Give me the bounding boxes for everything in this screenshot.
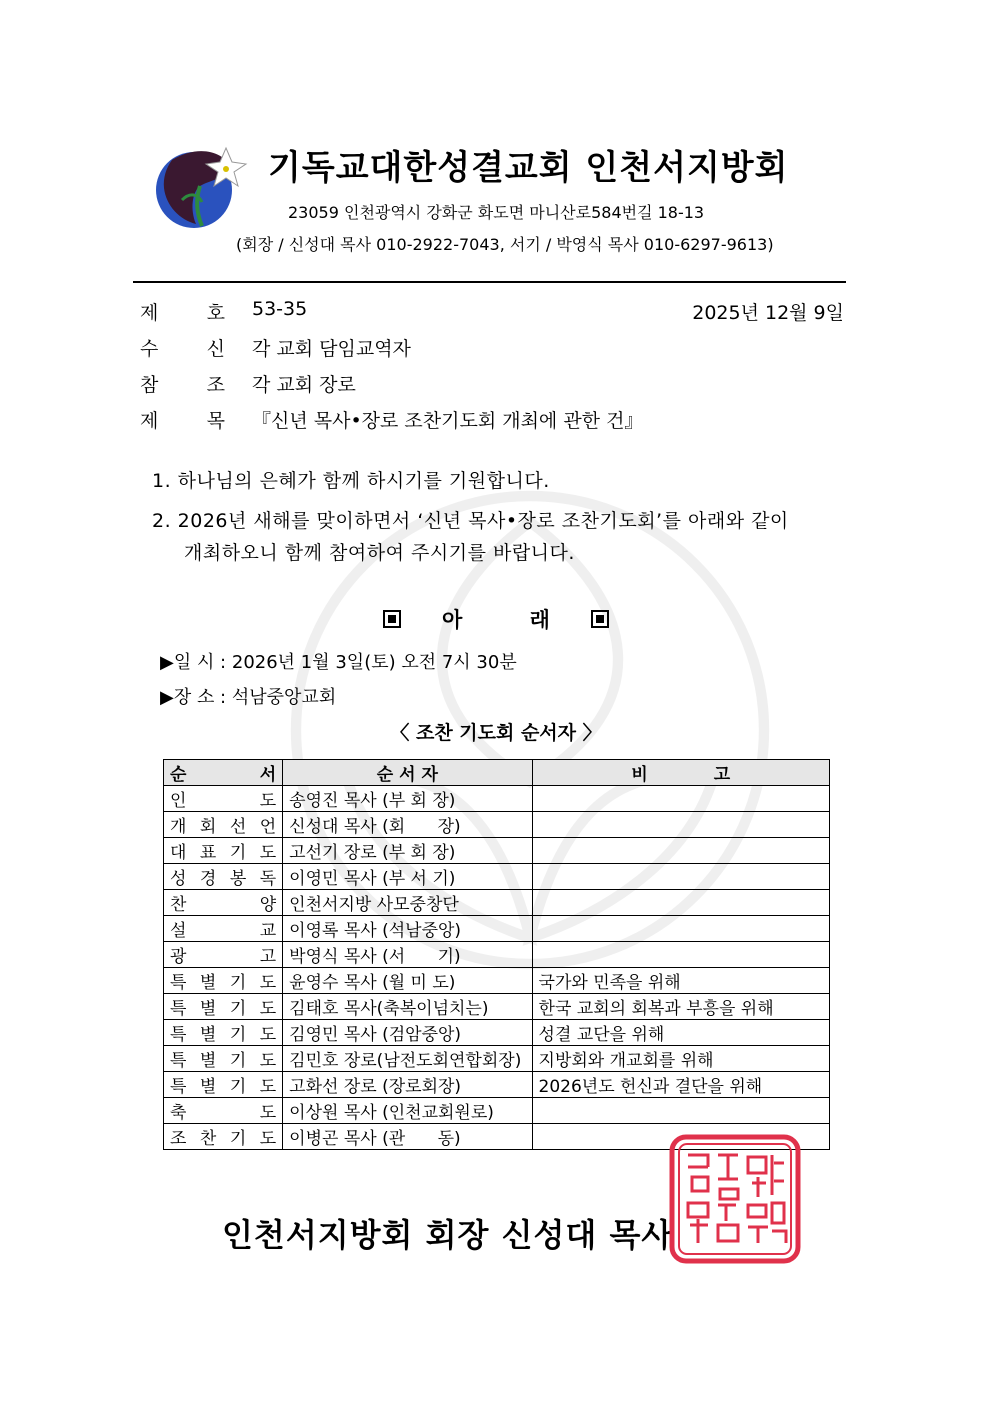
order-role-cell: 특 별 기 도	[164, 1020, 283, 1046]
order-role-cell: 찬 양	[164, 890, 283, 916]
person-cell: 김태호 목사(축복이넘치는)	[283, 994, 532, 1020]
official-seal-stamp	[668, 1133, 802, 1265]
organization-contact: (회장 / 신성대 목사 010-2922-7043, 서기 / 박영식 목사 010-6297-9613)	[236, 235, 774, 254]
table-row	[164, 968, 830, 994]
order-role-cell: 조 찬 기 도	[164, 1124, 283, 1150]
church-logo	[152, 140, 248, 232]
table-row	[164, 1098, 830, 1124]
person-cell: 신성대 목사 (회 장)	[283, 812, 532, 838]
subject-label: 제 목	[140, 410, 225, 432]
program-title: 〈 조찬 기도회 순서자 〉	[390, 722, 602, 744]
cc-label: 참 조	[140, 374, 225, 396]
recipient: 각 교회 담임교역자	[252, 338, 411, 360]
order-role-cell: 광 고	[164, 942, 283, 968]
note-cell: 국가와 민족을 위해	[532, 968, 829, 994]
table-row	[164, 942, 830, 968]
note-cell	[532, 916, 829, 942]
recipient-label: 수 신	[140, 338, 225, 360]
note-cell	[532, 890, 829, 916]
order-role-cell: 특 별 기 도	[164, 1072, 283, 1098]
person-cell: 이영록 목사 (석남중앙)	[283, 916, 532, 942]
notice-heading: 아 래	[0, 604, 992, 634]
person-cell: 김민호 장로(남전도회연합회장)	[283, 1046, 532, 1072]
header-order: 순 서	[164, 760, 283, 786]
note-cell	[532, 812, 829, 838]
signature-line: 인천서지방회 회장 신성대 목사	[222, 1216, 674, 1254]
program-table	[163, 759, 830, 1150]
note-cell	[532, 786, 829, 812]
subject: 『신년 목사•장로 조찬기도회 개최에 관한 건』	[252, 410, 644, 432]
person-cell: 김영민 목사 (검암중앙)	[283, 1020, 532, 1046]
person-cell: 이상원 목사 (인천교회원로)	[283, 1098, 532, 1124]
person-cell: 윤영수 목사 (월 미 도)	[283, 968, 532, 994]
note-cell	[532, 1098, 829, 1124]
header-person: 순 서 자	[283, 760, 532, 786]
person-cell: 인천서지방 사모중창단	[283, 890, 532, 916]
cc: 각 교회 장로	[252, 374, 356, 396]
square-bullet-icon	[591, 610, 609, 628]
paragraph-1: 1. 하나님의 은혜가 함께 하시기를 기원합니다.	[152, 470, 550, 492]
table-row	[164, 812, 830, 838]
paragraph-2-line-2: 개최하오니 함께 참여하여 주시기를 바랍니다.	[184, 542, 575, 564]
note-cell: 2026년도 헌신과 결단을 위해	[532, 1072, 829, 1098]
order-role-cell: 성 경 봉 독	[164, 864, 283, 890]
note-cell: 한국 교회의 회복과 부흥을 위해	[532, 994, 829, 1020]
paragraph-2-line-1: 2. 2026년 새해를 맞이하면서 ‘신년 목사•장로 조찬기도회’를 아래와 같이	[152, 510, 789, 532]
order-role-cell: 축 도	[164, 1098, 283, 1124]
person-cell: 고화선 장로 (장로회장)	[283, 1072, 532, 1098]
event-time: ▶일 시 : 2026년 1월 3일(토) 오전 7시 30분	[160, 652, 517, 673]
header-note: 비 고	[532, 760, 829, 786]
table-header-row	[164, 760, 830, 786]
person-cell: 박영식 목사 (서 기)	[283, 942, 532, 968]
note-cell	[532, 864, 829, 890]
order-role-cell: 대 표 기 도	[164, 838, 283, 864]
order-role-cell: 인 도	[164, 786, 283, 812]
order-role-cell: 설 교	[164, 916, 283, 942]
doc-number-label: 제 호	[140, 302, 225, 324]
table-row	[164, 838, 830, 864]
table-row	[164, 994, 830, 1020]
event-place: ▶장 소 : 석남중앙교회	[160, 687, 337, 708]
header-divider	[133, 281, 846, 283]
note-cell: 성결 교단을 위해	[532, 1020, 829, 1046]
table-row	[164, 786, 830, 812]
person-cell: 이영민 목사 (부 서 기)	[283, 864, 532, 890]
table-row	[164, 1020, 830, 1046]
square-bullet-icon	[383, 610, 401, 628]
order-role-cell: 개 회 선 언	[164, 812, 283, 838]
table-row	[164, 890, 830, 916]
note-cell	[532, 942, 829, 968]
doc-number: 53-35	[252, 298, 308, 320]
note-cell	[532, 838, 829, 864]
person-cell: 이병곤 목사 (관 동)	[283, 1124, 532, 1150]
person-cell: 고선기 장로 (부 회 장)	[283, 838, 532, 864]
table-row	[164, 916, 830, 942]
table-row	[164, 864, 830, 890]
order-role-cell: 특 별 기 도	[164, 994, 283, 1020]
document-date: 2025년 12월 9일	[692, 302, 844, 324]
note-cell: 지방회와 개교회를 위해	[532, 1046, 829, 1072]
table-row	[164, 1072, 830, 1098]
person-cell: 송영진 목사 (부 회 장)	[283, 786, 532, 812]
order-role-cell: 특 별 기 도	[164, 968, 283, 994]
order-role-cell: 특 별 기 도	[164, 1046, 283, 1072]
table-row	[164, 1046, 830, 1072]
organization-address: 23059 인천광역시 강화군 화도면 마니산로584번길 18-13	[288, 203, 705, 222]
organization-name: 기독교대한성결교회 인천서지방회	[268, 148, 789, 188]
